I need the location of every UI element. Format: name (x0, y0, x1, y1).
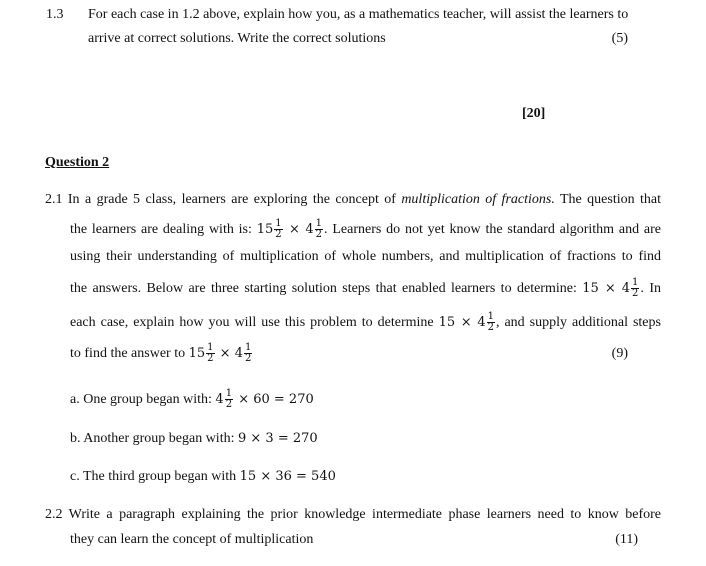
q2-1-line-2 (70, 219, 661, 240)
q2-1-line-4-a: the answers. Below are three starting solution steps that enabled learners to determine: (70, 281, 583, 296)
step-b-text: b. Another group began with: (70, 431, 238, 446)
step-b (70, 430, 318, 448)
q2-1-line-4-b: . In (640, 281, 661, 296)
fraction-half: $\frac{1}{2}$ (244, 342, 252, 364)
q2-1-line-1-a: 2.1 In a grade 5 class, learners are exploring the concept of (45, 192, 402, 207)
q1-3-marks: (5) (611, 31, 628, 46)
q2-1-line-3: using their understanding of multiplication of whole numbers, and multiplication of fractions to find (70, 249, 661, 264)
fraction-half: $\frac{1}{2}$ (225, 388, 233, 410)
fraction-half: $\frac{1}{2}$ (632, 277, 639, 299)
expr-15half-times-4half: 15 $\frac{1}{2}$ × 4 $\frac{1}{2}$ (188, 342, 252, 364)
step-c (70, 468, 336, 486)
step-a-text: a. One group began with: (70, 392, 216, 407)
q2-1-line-4 (70, 278, 661, 299)
q2-1-line-5-a: each case, explain how you will use this problem to determine (70, 315, 439, 330)
q2-2-line-1: 2.2 Write a paragraph explaining the prior knowledge intermediate phase learners need to know before (45, 507, 661, 522)
q2-1-line-6-a: to find the answer to (70, 346, 189, 361)
question-2-heading: Question 2 (45, 155, 110, 170)
expr-15half-times-4half: 15 $\frac{1}{2}$ × 4 $\frac{1}{2}$ (256, 218, 323, 240)
step-a-expr: 4 $\frac{1}{2}$ × 60 = 270 (215, 388, 314, 410)
q2-1-marks: (9) (611, 346, 628, 361)
q2-2-marks: (11) (615, 532, 638, 547)
q2-1-line-2-a: the learners are dealing with is: (70, 222, 257, 237)
q1-3-line-2: arrive at correct solutions. Write the correct solutions (88, 31, 386, 46)
step-c-text: c. The third group began with (70, 469, 240, 484)
q2-1-line-5-b: , and supply additional steps (495, 315, 661, 330)
q2-1-line-1-c: The question that (554, 192, 661, 207)
total-marks: [20] (522, 106, 546, 121)
q2-1-line-2-b: . Learners do not yet know the standard algorithm and are (324, 222, 661, 237)
step-c-expr: 15 × 36 = 540 (239, 469, 336, 484)
expr-15-times-4half: 15 × 4 $\frac{1}{2}$ (438, 311, 494, 333)
fraction-half: $\frac{1}{2}$ (315, 218, 323, 240)
q2-1-line-1-emph: multiplication of fractions. (401, 192, 555, 207)
q1-3-number: 1.3 (46, 7, 64, 22)
fraction-half: $\frac{1}{2}$ (487, 311, 494, 333)
expr-15-times-4half: 15 × 4 $\frac{1}{2}$ (582, 277, 639, 299)
q1-3-line-1: For each case in 1.2 above, explain how you, as a mathematics teacher, will assist the learners to (88, 7, 629, 22)
q2-1-line-5 (70, 312, 661, 333)
step-a (70, 389, 314, 410)
q2-1-line-1 (45, 191, 661, 209)
step-b-expr: 9 × 3 = 270 (237, 431, 318, 446)
q2-1-line-6 (70, 343, 253, 364)
fraction-half: $\frac{1}{2}$ (275, 218, 282, 240)
fraction-half: $\frac{1}{2}$ (207, 342, 214, 364)
q2-2-line-2: they can learn the concept of multiplication (70, 532, 314, 547)
